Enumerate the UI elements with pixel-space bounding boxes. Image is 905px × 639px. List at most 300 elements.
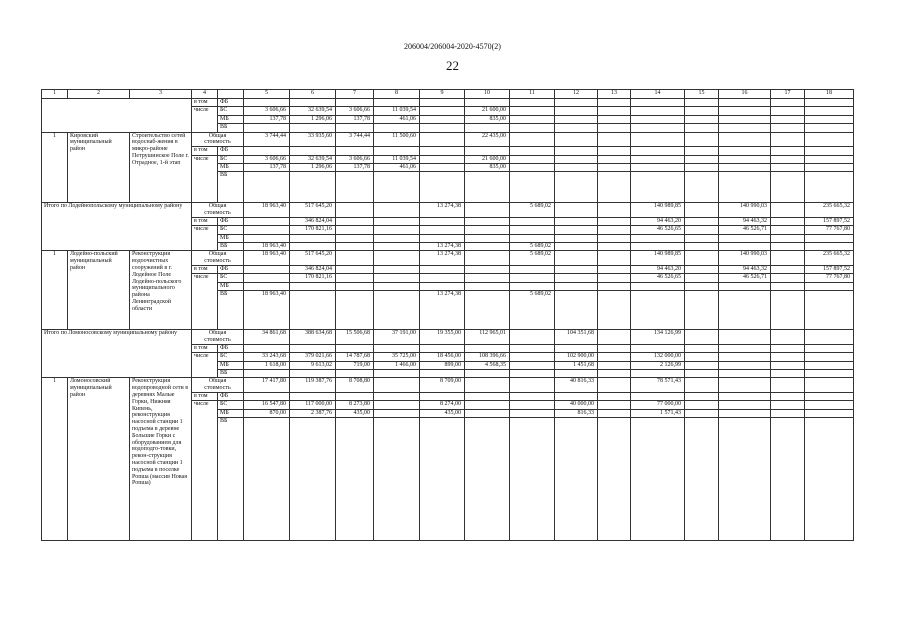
value-cell: 37 191,00 xyxy=(374,330,420,345)
value-cell: 35 725,00 xyxy=(374,353,420,361)
value-cell xyxy=(719,132,771,147)
object-name: Реконструкция водоочистных сооружений в г. Лодейное Поле Лодейно-польского муниципального района Ленинградской области xyxy=(130,251,192,330)
value-cell xyxy=(598,251,631,266)
value-cell: 13 274,38 xyxy=(420,251,465,266)
value-cell: 21 600,00 xyxy=(465,107,510,115)
table-cell xyxy=(719,282,771,290)
value-cell xyxy=(685,291,719,330)
table-cell xyxy=(631,234,685,242)
source-label: БС xyxy=(218,155,244,163)
table-row xyxy=(42,90,854,99)
value-cell: 33 243,68 xyxy=(244,353,290,361)
value-cell xyxy=(510,401,555,409)
table-cell xyxy=(631,370,685,378)
value-cell xyxy=(598,361,631,369)
table-cell xyxy=(685,370,719,378)
table-cell xyxy=(685,418,719,541)
value-cell: 5 689,02 xyxy=(510,291,555,330)
value-cell xyxy=(598,226,631,234)
table-cell xyxy=(465,370,510,378)
value-cell: 5 689,02 xyxy=(510,243,555,251)
value-cell xyxy=(420,217,465,225)
table-cell xyxy=(805,124,854,132)
total-label-text2: стоимость xyxy=(204,210,231,217)
table-cell xyxy=(719,344,771,352)
column-header: 12 xyxy=(555,90,598,99)
value-cell xyxy=(465,217,510,225)
value-cell xyxy=(420,99,465,107)
total-label xyxy=(192,132,244,147)
value-cell: 435,00 xyxy=(336,409,374,417)
object-name: Реконструкция водопроводной сети в деревнях Малые Горки, Нижняя Кипень, реконструкция насосной станции 1 подъема в деревне Большие Горки с оборудованием для водоподго-товки, рекон-струкция насосной станции 1 подъема в поселке Ропша (массив Новая Ропша) xyxy=(130,378,192,541)
table-row xyxy=(42,330,854,345)
source-label: ФБ xyxy=(218,217,244,225)
table-cell xyxy=(555,393,598,401)
table-cell xyxy=(336,344,374,352)
value-cell xyxy=(420,163,465,171)
total-label xyxy=(192,251,244,266)
value-cell xyxy=(420,266,465,274)
value-cell: 140 989,85 xyxy=(631,251,685,266)
table-cell xyxy=(510,282,555,290)
table-cell xyxy=(771,370,805,378)
value-cell xyxy=(685,353,719,361)
table-cell xyxy=(374,147,420,155)
vtom-label: в том xyxy=(192,217,218,225)
value-cell: 1 296,06 xyxy=(290,115,336,123)
value-cell: 899,00 xyxy=(420,361,465,369)
table-cell xyxy=(510,107,555,115)
value-cell xyxy=(555,266,598,274)
value-cell xyxy=(555,291,598,330)
total-label-text: Общая xyxy=(208,330,227,337)
value-cell xyxy=(244,217,290,225)
value-cell xyxy=(805,409,854,417)
value-cell: 11 039,54 xyxy=(374,155,420,163)
value-cell: 1 618,00 xyxy=(244,361,290,369)
value-cell: 11 039,54 xyxy=(374,107,420,115)
table-row xyxy=(42,378,854,393)
source-label: ВБ xyxy=(218,370,244,378)
table-cell xyxy=(771,147,805,155)
chisle-label: числе xyxy=(192,155,218,203)
table-cell xyxy=(685,115,719,123)
column-header: 8 xyxy=(374,90,420,99)
value-cell xyxy=(598,203,631,218)
value-cell xyxy=(555,163,598,171)
table-cell xyxy=(510,393,555,401)
value-cell: 870,00 xyxy=(244,409,290,417)
table-cell xyxy=(771,115,805,123)
chisle-label: числе xyxy=(192,353,218,378)
table-cell xyxy=(420,234,465,242)
value-cell xyxy=(598,266,631,274)
table-cell xyxy=(598,234,631,242)
table-cell xyxy=(685,234,719,242)
value-cell: 2 387,76 xyxy=(290,409,336,417)
value-cell xyxy=(685,163,719,171)
value-cell xyxy=(805,163,854,171)
value-cell xyxy=(555,243,598,251)
value-cell: 15 506,68 xyxy=(336,330,374,345)
table-cell xyxy=(465,124,510,132)
value-cell xyxy=(374,401,420,409)
table-cell xyxy=(510,418,555,541)
value-cell xyxy=(244,226,290,234)
value-cell: 388 634,68 xyxy=(290,330,336,345)
value-cell: 18 963,40 xyxy=(244,203,290,218)
value-cell xyxy=(771,217,805,225)
value-cell: 137,78 xyxy=(244,163,290,171)
source-label: БС xyxy=(218,401,244,409)
value-cell xyxy=(510,330,555,345)
total-label-text: Общая xyxy=(208,132,227,139)
value-cell: 3 606,66 xyxy=(244,155,290,163)
value-cell: 170 821,16 xyxy=(290,226,336,234)
value-cell xyxy=(685,251,719,266)
table-cell xyxy=(598,370,631,378)
table-cell xyxy=(598,107,631,115)
table-cell xyxy=(290,393,336,401)
chisle-label: числе xyxy=(192,226,218,251)
table-cell xyxy=(465,418,510,541)
value-cell: 1 451,68 xyxy=(555,361,598,369)
value-cell: 77 767,80 xyxy=(805,274,854,282)
table-cell xyxy=(420,147,465,155)
table-cell xyxy=(631,124,685,132)
value-cell xyxy=(771,378,805,393)
value-cell: 235 665,32 xyxy=(805,203,854,218)
source-label: МБ xyxy=(218,361,244,369)
table-cell xyxy=(631,172,685,203)
table-cell xyxy=(555,107,598,115)
total-label xyxy=(192,378,244,393)
table-cell xyxy=(374,393,420,401)
column-header: 1 xyxy=(42,90,68,99)
table-cell xyxy=(555,282,598,290)
value-cell: 40 000,00 xyxy=(555,401,598,409)
source-label: БС xyxy=(218,353,244,361)
table-cell xyxy=(420,370,465,378)
source-label: МБ xyxy=(218,409,244,417)
value-cell xyxy=(598,155,631,163)
value-cell xyxy=(510,378,555,393)
vtom-label: в том xyxy=(192,266,218,274)
value-cell xyxy=(510,217,555,225)
table-cell xyxy=(336,124,374,132)
value-cell xyxy=(719,361,771,369)
value-cell xyxy=(719,409,771,417)
table-cell xyxy=(805,147,854,155)
table-cell xyxy=(465,147,510,155)
table-cell xyxy=(555,172,598,203)
value-cell xyxy=(374,226,420,234)
table-cell xyxy=(685,344,719,352)
value-cell xyxy=(719,163,771,171)
source-label: ФБ xyxy=(218,393,244,401)
value-cell: 102 900,00 xyxy=(555,353,598,361)
value-cell xyxy=(771,155,805,163)
table-cell xyxy=(336,370,374,378)
value-cell xyxy=(598,291,631,330)
table-cell xyxy=(336,282,374,290)
value-cell xyxy=(719,378,771,393)
table-cell xyxy=(555,147,598,155)
value-cell: 14 787,68 xyxy=(336,353,374,361)
value-cell: 13 274,38 xyxy=(420,243,465,251)
value-cell: 140 989,85 xyxy=(631,203,685,218)
value-cell: 78 571,43 xyxy=(631,378,685,393)
value-cell xyxy=(555,99,598,107)
value-cell: 140 990,03 xyxy=(719,251,771,266)
value-cell xyxy=(805,243,854,251)
table-cell xyxy=(374,370,420,378)
itogo-label: Итого по Ломоносовскому муниципальному району xyxy=(42,330,192,378)
source-label: ФБ xyxy=(218,99,244,107)
value-cell xyxy=(336,266,374,274)
source-label: ФБ xyxy=(218,344,244,352)
value-cell xyxy=(510,361,555,369)
value-cell: 8 274,00 xyxy=(420,401,465,409)
table-cell xyxy=(631,115,685,123)
total-label-text2: стоимость xyxy=(204,139,231,146)
value-cell: 33 935,60 xyxy=(290,132,336,147)
value-cell xyxy=(244,99,290,107)
table-cell xyxy=(244,234,290,242)
table-cell xyxy=(719,147,771,155)
table-cell xyxy=(771,418,805,541)
value-cell xyxy=(805,99,854,107)
value-cell xyxy=(719,353,771,361)
value-cell: 461,06 xyxy=(374,115,420,123)
value-cell xyxy=(336,217,374,225)
value-cell xyxy=(244,266,290,274)
value-cell: 137,78 xyxy=(244,115,290,123)
value-cell xyxy=(771,226,805,234)
value-cell xyxy=(771,401,805,409)
table-cell xyxy=(631,393,685,401)
value-cell xyxy=(598,401,631,409)
value-cell xyxy=(598,330,631,345)
table-cell xyxy=(510,234,555,242)
value-cell xyxy=(771,353,805,361)
table-cell xyxy=(290,344,336,352)
value-cell xyxy=(805,132,854,147)
table-row xyxy=(42,203,854,218)
value-cell xyxy=(374,409,420,417)
value-cell xyxy=(290,99,336,107)
column-header: 18 xyxy=(805,90,854,99)
value-cell xyxy=(685,361,719,369)
value-cell xyxy=(598,409,631,417)
value-cell xyxy=(771,251,805,266)
table-cell xyxy=(420,172,465,203)
value-cell xyxy=(719,155,771,163)
vtom-label: в том xyxy=(192,393,218,401)
total-label xyxy=(192,330,244,345)
table-cell xyxy=(805,234,854,242)
column-header: 7 xyxy=(336,90,374,99)
value-cell xyxy=(555,226,598,234)
table-cell xyxy=(336,393,374,401)
table-cell xyxy=(598,344,631,352)
value-cell: 18 456,00 xyxy=(420,353,465,361)
value-cell: 816,33 xyxy=(555,409,598,417)
table-cell xyxy=(420,124,465,132)
value-cell: 517 645,20 xyxy=(290,203,336,218)
table-cell xyxy=(374,234,420,242)
value-cell: 3 606,66 xyxy=(244,107,290,115)
table-cell xyxy=(631,147,685,155)
value-cell xyxy=(510,409,555,417)
chisle-label: числе xyxy=(192,107,218,132)
source-label: БС xyxy=(218,107,244,115)
table-cell xyxy=(719,172,771,203)
table-cell xyxy=(598,282,631,290)
value-cell xyxy=(465,274,510,282)
value-cell: 157 897,52 xyxy=(805,217,854,225)
value-cell: 77 767,80 xyxy=(805,226,854,234)
value-cell xyxy=(420,155,465,163)
value-cell: 46 526,71 xyxy=(719,274,771,282)
table-cell xyxy=(719,370,771,378)
table-cell xyxy=(465,393,510,401)
table-cell xyxy=(598,124,631,132)
value-cell xyxy=(374,99,420,107)
value-cell: 11 500,60 xyxy=(374,132,420,147)
column-header xyxy=(218,90,244,99)
value-cell xyxy=(420,274,465,282)
column-header: 3 xyxy=(130,90,192,99)
value-cell: 140 990,03 xyxy=(719,203,771,218)
table-cell xyxy=(598,172,631,203)
value-cell xyxy=(510,353,555,361)
total-label-text2: стоимость xyxy=(204,258,231,265)
value-cell xyxy=(336,203,374,218)
table-cell xyxy=(244,282,290,290)
table-cell xyxy=(771,124,805,132)
value-cell: 46 526,71 xyxy=(719,226,771,234)
table-cell xyxy=(290,234,336,242)
value-cell: 46 526,65 xyxy=(631,226,685,234)
table-cell xyxy=(771,344,805,352)
value-cell: 13 274,38 xyxy=(420,203,465,218)
value-cell: 3 606,66 xyxy=(336,155,374,163)
table-cell xyxy=(244,344,290,352)
table-cell xyxy=(805,172,854,203)
table-cell xyxy=(555,418,598,541)
value-cell: 170 821,16 xyxy=(290,274,336,282)
value-cell: 137,78 xyxy=(336,163,374,171)
value-cell xyxy=(805,401,854,409)
table-cell xyxy=(685,147,719,155)
value-cell xyxy=(771,409,805,417)
table-cell xyxy=(465,172,510,203)
value-cell xyxy=(771,163,805,171)
table-cell xyxy=(598,115,631,123)
value-cell xyxy=(598,243,631,251)
vtom-label: в том xyxy=(192,344,218,352)
table-cell xyxy=(510,370,555,378)
value-cell xyxy=(336,274,374,282)
table-cell xyxy=(244,172,290,203)
table-cell xyxy=(244,370,290,378)
value-cell: 4 568,35 xyxy=(465,361,510,369)
value-cell xyxy=(598,132,631,147)
table-cell xyxy=(244,147,290,155)
total-label-text: Общая xyxy=(208,251,227,258)
value-cell xyxy=(465,226,510,234)
source-label: МБ xyxy=(218,115,244,123)
value-cell xyxy=(465,266,510,274)
value-cell xyxy=(685,99,719,107)
chisle-label: числе xyxy=(192,274,218,330)
column-header: 11 xyxy=(510,90,555,99)
value-cell: 379 021,66 xyxy=(290,353,336,361)
district-name: Кировский муниципальный район xyxy=(68,132,130,203)
district-name: Ломоносовский муниципальный район xyxy=(68,378,130,541)
table-cell xyxy=(719,393,771,401)
table-cell xyxy=(336,234,374,242)
value-cell xyxy=(771,361,805,369)
budget-table xyxy=(41,89,854,541)
value-cell: 3 744,44 xyxy=(244,132,290,147)
value-cell xyxy=(685,409,719,417)
page-number: 22 xyxy=(446,58,459,73)
value-cell xyxy=(555,203,598,218)
table-cell xyxy=(685,282,719,290)
column-header: 5 xyxy=(244,90,290,99)
value-cell xyxy=(465,378,510,393)
value-cell xyxy=(510,99,555,107)
source-label: ВБ xyxy=(218,418,244,541)
value-cell xyxy=(555,274,598,282)
value-cell: 134 126,99 xyxy=(631,330,685,345)
value-cell xyxy=(719,401,771,409)
value-cell: 119 387,76 xyxy=(290,378,336,393)
vtom-label: в том xyxy=(192,147,218,155)
column-header: 4 xyxy=(192,90,218,99)
value-cell: 34 861,68 xyxy=(244,330,290,345)
value-cell: 22 435,00 xyxy=(465,132,510,147)
table-cell xyxy=(631,344,685,352)
table-cell xyxy=(771,234,805,242)
table-cell xyxy=(598,147,631,155)
value-cell: 18 963,40 xyxy=(244,243,290,251)
table-cell xyxy=(290,418,336,541)
column-header: 17 xyxy=(771,90,805,99)
source-label: ФБ xyxy=(218,147,244,155)
value-cell xyxy=(685,330,719,345)
value-cell xyxy=(336,99,374,107)
value-cell: 1 571,43 xyxy=(631,409,685,417)
vtom-label: в том xyxy=(192,99,218,107)
value-cell xyxy=(244,274,290,282)
value-cell xyxy=(420,107,465,115)
value-cell: 94 463,20 xyxy=(631,266,685,274)
value-cell: 435,00 xyxy=(420,409,465,417)
value-cell xyxy=(771,266,805,274)
table-cell xyxy=(374,282,420,290)
value-cell xyxy=(805,155,854,163)
table-cell xyxy=(598,393,631,401)
value-cell xyxy=(598,378,631,393)
table-cell xyxy=(555,115,598,123)
value-cell: 1 296,06 xyxy=(290,163,336,171)
value-cell xyxy=(510,266,555,274)
total-label-text: Общая xyxy=(208,378,227,385)
table-cell xyxy=(510,115,555,123)
